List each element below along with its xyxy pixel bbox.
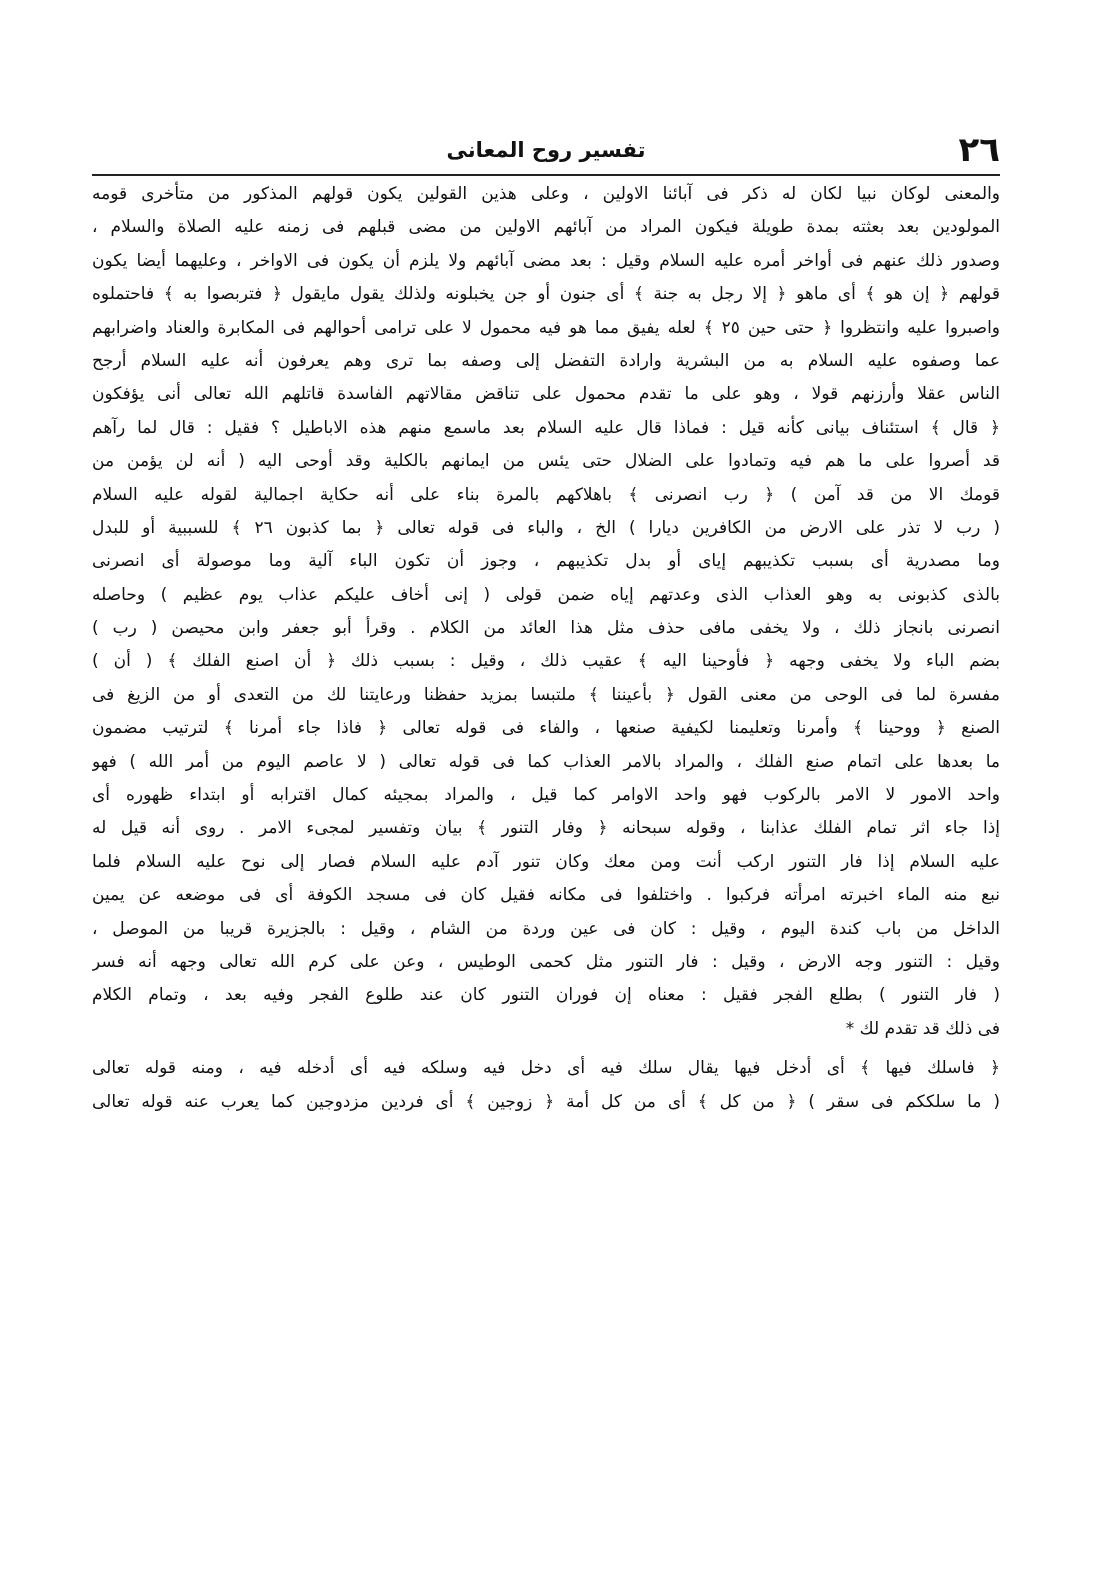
text-line: ﴿ قال ﴾ استئناف بيانى كأنه قيل : فماذا قال عليه السلام بعد ماسمع منهم هذه الاباطيل ؟ فقيل : قال لما رآهم bbox=[92, 417, 1000, 438]
text-line: عليه السلام إذا فار التنور اركب أنت ومن معك وكان تنور آدم عليه السلام فصار إلى نوح عليه السلام فلما bbox=[92, 851, 1000, 872]
text-line: مفسرة لما فى الوحى من معنى القول ﴿ بأعيننا ﴾ ملتبسا بمزيد حفظنا ورعايتنا لك من التعدى أو من الزيغ فى bbox=[92, 684, 1000, 705]
text-line: انصرنى بانجاز ذلك ، ولا يخفى مافى حذف مثل هذا العائد من الكلام . وقرأ أبو جعفر وابن محيصن ( رب ) bbox=[92, 618, 1000, 639]
text-line: ( ما سلككم فى سقر ) ﴿ من كل ﴾ أى من كل أمة ﴿ زوجين ﴾ أى فردين مزدوجين كما يعرب عنه قوله تعالى bbox=[92, 1091, 1000, 1112]
paragraph-2 bbox=[92, 1052, 1000, 1119]
paragraph-1 bbox=[92, 178, 1000, 1046]
text-line: وما مصدرية أى بسبب تكذيبهم إياى أو بدل تكذيبهم ، وجوز أن تكون الباء آلية وما موصولة أى انصرنى bbox=[92, 551, 1000, 572]
text-line: فى ذلك قد تقدم لك * bbox=[845, 1018, 1000, 1039]
text-line: ( رب لا تذر على الارض من الكافرين ديارا ) الخ ، والباء فى قوله تعالى ﴿ بما كذبون ٢٦ ﴾ للسببية أو للبدل bbox=[92, 517, 1000, 538]
text-line: عما وصفوه عليه السلام به من البشرية وارادة التفضل إلى وصفه بما ترى وهم يعرفون أنه عليه السلام أرجح bbox=[92, 350, 1000, 371]
text-line: نبع منه الماء اخبرته امرأته فركبوا . واختلفوا فى مكانه فقيل كان فى مسجد الكوفة أى فى موضعه عن يمين bbox=[92, 885, 1000, 906]
text-line: قد أصروا على ما هم فيه وتمادوا على الضلال حتى يئس من ايمانهم بالكلية وقد أوحى اليه ( أنه لن يؤمن من bbox=[92, 451, 1000, 472]
text-line: ( فار التنور ) بطلع الفجر فقيل : معناه إن فوران التنور كان عند طلوع الفجر وفيه بعد ، وتمام الكلام bbox=[92, 985, 1000, 1006]
text-line: الداخل من باب كندة اليوم ، وقيل : كان فى عين وردة من الشام ، وقيل : بالجزيرة قريبا من الموصل ، bbox=[92, 918, 1000, 939]
text-line: قومك الا من قد آمن ) ﴿ رب انصرنى ﴾ باهلاكهم بالمرة بناء على أنه حكاية اجمالية لقوله عليه السلام bbox=[92, 484, 1000, 505]
text-line: إذا جاء اثر تمام الفلك عذابنا ، وقوله سبحانه ﴿ وفار التنور ﴾ بيان وتفسير لمجىء الامر . روى أنه قيل له bbox=[92, 818, 1000, 839]
text-line: بضم الباء ولا يخفى وجهه ﴿ فأوحينا اليه ﴾ عقيب ذلك ، وقيل : بسبب ذلك ﴿ أن اصنع الفلك ﴾ ( أن ) bbox=[92, 651, 1000, 672]
text-line: واحد الامور لا الامر بالركوب فهو واحد الاوامر كما قيل ، والمراد بمجيئه كمال اقترابه أو ابتداء ظهوره أى bbox=[92, 785, 1000, 806]
header-rule bbox=[92, 174, 1000, 176]
text-line: واصبروا عليه وانتظروا ﴿ حتى حين ٢٥ ﴾ لعله يفيق مما هو فيه محمول لا على ترامى أحوالهم فى المكابرة والعناد واضرابهم bbox=[92, 317, 1000, 338]
text-line: قولهم ﴿ إن هو ﴾ أى ماهو ﴿ إلا رجل به جنة ﴾ أى جنون أو جن يخبلونه ولذلك يقول مايقول ﴿ فتربصوا به ﴾ فاحتملوه bbox=[92, 284, 1000, 305]
page-body bbox=[92, 178, 1000, 1119]
text-line: ما بعدها على اتمام صنع الفلك ، والمراد بالامر العذاب كما فى قوله تعالى ( لا عاصم اليوم من أمر الله ) فهو bbox=[92, 751, 1000, 772]
text-line: الصنع ﴿ ووحينا ﴾ وأمرنا وتعليمنا لكيفية صنعها ، والفاء فى قوله تعالى ﴿ فاذا جاء أمرنا ﴾ لترتيب مضمون bbox=[92, 718, 1000, 739]
text-line: بالذى كذبونى به وهو العذاب الذى وعدتهم إياه ضمن قولى ( إنى أخاف عليكم عذاب يوم عظيم ) وحاصله bbox=[92, 584, 1000, 605]
text-line: المولودين بعد بعثته بمدة طويلة فيكون المراد من آبائهم الاولين من مضى قبلهم فى زمنه عليه الصلاة والسلام ، bbox=[92, 217, 1000, 238]
page-header bbox=[92, 128, 1000, 172]
text-line: ﴿ فاسلك فيها ﴾ أى أدخل فيها يقال سلك فيه أى دخل فيه وسلكه فيه أى أدخله فيه ، ومنه قوله تعالى bbox=[92, 1058, 1000, 1079]
text-line: وصدور ذلك عنهم فى أواخر أمره عليه السلام وقيل : بعد مضى آبائهم ولا يلزم أن يكون فى الاواخر ، وعليهما أيضا يكون bbox=[92, 250, 1000, 271]
text-line: وقيل : التنور وجه الارض ، وقيل : فار التنور مثل كحمى الوطيس ، وعن على كرم الله تعالى وجهه أنه فسر bbox=[92, 951, 1000, 972]
text-line: الناس عقلا وأرزنهم قولا ، وهو على ما تقدم محمول على تناقض مقالاتهم الفاسدة قاتلهم الله تعالى أنى يؤفكون bbox=[92, 384, 1000, 405]
running-title: تفسير روح المعانى bbox=[446, 138, 646, 162]
page-number: ٢٦ bbox=[958, 130, 1000, 170]
text-line: والمعنى لوكان نبيا لكان له ذكر فى آبائنا الاولين ، وعلى هذين القولين يكون قولهم المذكور من متأخرى قومه bbox=[92, 184, 1000, 204]
